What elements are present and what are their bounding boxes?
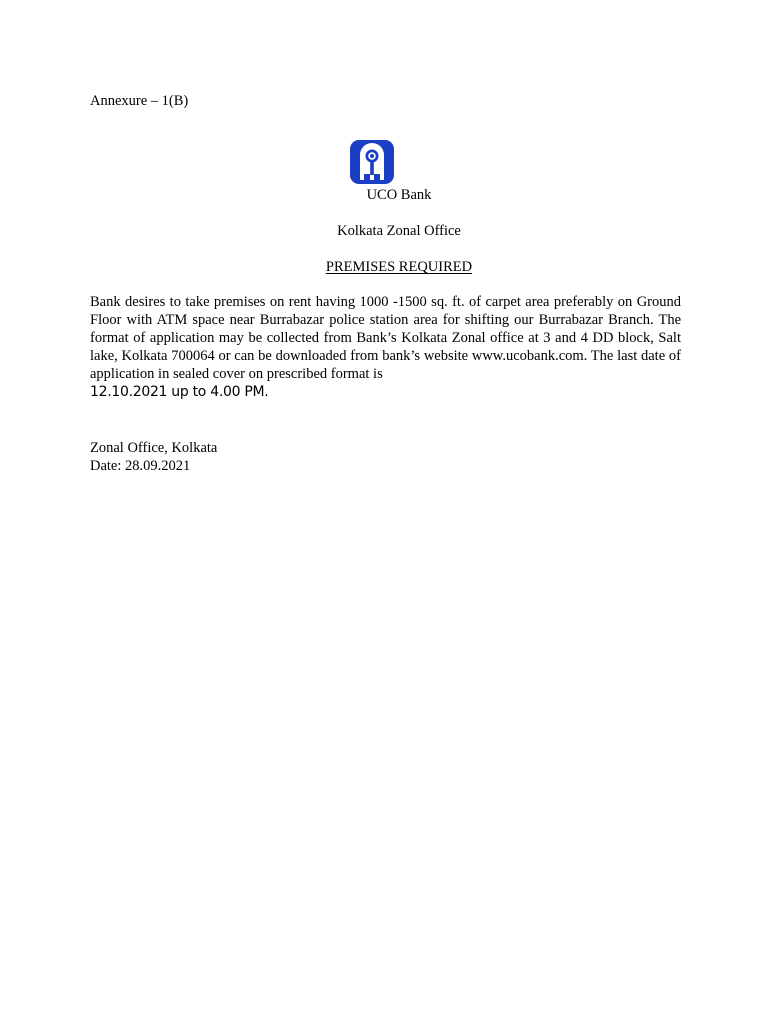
bank-name: UCO Bank bbox=[366, 187, 432, 203]
notice-body-text: Bank desires to take premises on rent having 1000 -1500 sq. ft. of carpet area preferably on Ground Floor with ATM space near Burrabazar police station area for shifting our Burrabazar Branch. The format of application may be collected from Bank’s Kolkata Zonal office at 3 and 4 DD block, Salt lake, Kolkata 700064 or can be downloaded from bank’s website www.ucobank.com. The last date of application in sealed cover on prescribed format is bbox=[90, 294, 681, 382]
signature-block bbox=[90, 439, 217, 475]
annexure-label: Annexure – 1(B) bbox=[90, 93, 189, 109]
notice-heading-text: PREMISES REQUIRED bbox=[325, 259, 473, 275]
deadline-text: 12.10.2021 up to 4.00 PM. bbox=[90, 384, 269, 400]
notice-date: Date: 28.09.2021 bbox=[90, 458, 191, 474]
notice-heading bbox=[14, 259, 770, 276]
zonal-office-title: Kolkata Zonal Office bbox=[337, 223, 461, 239]
notice-body bbox=[90, 293, 681, 401]
signature-office: Zonal Office, Kolkata bbox=[90, 440, 218, 456]
uco-bank-logo-icon bbox=[348, 138, 396, 186]
